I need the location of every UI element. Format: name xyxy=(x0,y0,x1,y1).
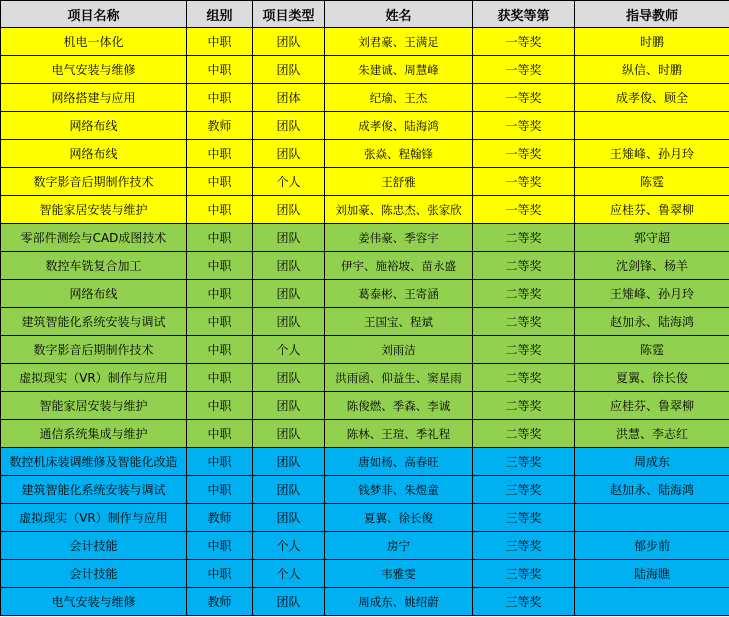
project-type-cell: 团队 xyxy=(253,476,325,504)
project-type-cell: 团队 xyxy=(253,56,325,84)
group-cell: 中职 xyxy=(187,532,253,560)
instructor-cell: 王雉峰、孙月玲 xyxy=(575,280,729,308)
project-type-cell: 团队 xyxy=(253,588,325,616)
instructor-cell: 郁步前 xyxy=(575,532,729,560)
project-type-cell: 团队 xyxy=(253,280,325,308)
group-cell: 中职 xyxy=(187,168,253,196)
names-cell: 张焱、程翰锋 xyxy=(325,140,473,168)
instructor-cell: 纵信、时鹏 xyxy=(575,56,729,84)
names-cell: 洪雨函、仰益生、窦星雨 xyxy=(325,364,473,392)
project-type-cell: 团队 xyxy=(253,420,325,448)
instructor-cell xyxy=(575,112,729,140)
group-cell: 中职 xyxy=(187,420,253,448)
project-type-cell: 团队 xyxy=(253,308,325,336)
project-name-cell: 电气安装与维修 xyxy=(1,588,187,616)
table-row xyxy=(1,448,729,476)
award-level-cell: 三等奖 xyxy=(473,588,575,616)
names-cell: 刘加豪、陈忠杰、张家欣 xyxy=(325,196,473,224)
award-level-cell: 一等奖 xyxy=(473,140,575,168)
instructor-cell: 赵加永、陆海鸿 xyxy=(575,476,729,504)
header-project-name: 项目名称 xyxy=(1,1,187,28)
award-level-cell: 二等奖 xyxy=(473,280,575,308)
instructor-cell: 夏翼、徐长俊 xyxy=(575,364,729,392)
table-row xyxy=(1,308,729,336)
table-body xyxy=(1,28,729,616)
instructor-cell xyxy=(575,504,729,532)
names-cell: 刘君豪、王满足 xyxy=(325,28,473,56)
names-cell: 韦雅雯 xyxy=(325,560,473,588)
instructor-cell: 陆海瞧 xyxy=(575,560,729,588)
project-type-cell: 团队 xyxy=(253,392,325,420)
table-row xyxy=(1,364,729,392)
project-type-cell: 团队 xyxy=(253,224,325,252)
table-row xyxy=(1,280,729,308)
table-row xyxy=(1,420,729,448)
group-cell: 教师 xyxy=(187,588,253,616)
project-name-cell: 建筑智能化系统安装与调试 xyxy=(1,308,187,336)
award-level-cell: 一等奖 xyxy=(473,168,575,196)
group-cell: 中职 xyxy=(187,56,253,84)
project-type-cell: 个人 xyxy=(253,336,325,364)
project-name-cell: 电气安装与维修 xyxy=(1,56,187,84)
project-name-cell: 数控车铣复合加工 xyxy=(1,252,187,280)
project-name-cell: 网络布线 xyxy=(1,280,187,308)
award-level-cell: 三等奖 xyxy=(473,504,575,532)
award-level-cell: 三等奖 xyxy=(473,560,575,588)
group-cell: 中职 xyxy=(187,84,253,112)
instructor-cell: 周成东 xyxy=(575,448,729,476)
names-cell: 纪瑜、王杰 xyxy=(325,84,473,112)
award-level-cell: 二等奖 xyxy=(473,252,575,280)
project-type-cell: 个人 xyxy=(253,532,325,560)
project-name-cell: 机电一体化 xyxy=(1,28,187,56)
names-cell: 周成东、姚绍蔚 xyxy=(325,588,473,616)
project-name-cell: 建筑智能化系统安装与调试 xyxy=(1,476,187,504)
instructor-cell: 成孝俊、顾全 xyxy=(575,84,729,112)
project-type-cell: 团体 xyxy=(253,84,325,112)
names-cell: 房宁 xyxy=(325,532,473,560)
award-level-cell: 二等奖 xyxy=(473,392,575,420)
table-row xyxy=(1,168,729,196)
group-cell: 中职 xyxy=(187,196,253,224)
names-cell: 成孝俊、陆海鸿 xyxy=(325,112,473,140)
project-name-cell: 数字影音后期制作技术 xyxy=(1,168,187,196)
names-cell: 夏翼、徐长俊 xyxy=(325,504,473,532)
group-cell: 中职 xyxy=(187,280,253,308)
project-name-cell: 虚拟现实（VR）制作与应用 xyxy=(1,504,187,532)
project-type-cell: 个人 xyxy=(253,560,325,588)
project-type-cell: 个人 xyxy=(253,168,325,196)
award-level-cell: 三等奖 xyxy=(473,448,575,476)
names-cell: 唐如杨、高春旺 xyxy=(325,448,473,476)
award-level-cell: 二等奖 xyxy=(473,364,575,392)
project-type-cell: 团队 xyxy=(253,196,325,224)
project-name-cell: 网络布线 xyxy=(1,140,187,168)
instructor-cell: 陈霆 xyxy=(575,168,729,196)
group-cell: 中职 xyxy=(187,140,253,168)
project-name-cell: 网络搭建与应用 xyxy=(1,84,187,112)
project-name-cell: 数控机床装调维修及智能化改造 xyxy=(1,448,187,476)
table-row xyxy=(1,504,729,532)
names-cell: 钱梦非、朱煜童 xyxy=(325,476,473,504)
instructor-cell: 沈剑锋、杨羊 xyxy=(575,252,729,280)
instructor-cell: 时鹏 xyxy=(575,28,729,56)
project-name-cell: 虚拟现实（VR）制作与应用 xyxy=(1,364,187,392)
names-cell: 朱建诚、周慧峰 xyxy=(325,56,473,84)
project-name-cell: 数字影音后期制作技术 xyxy=(1,336,187,364)
table-row xyxy=(1,532,729,560)
table-row xyxy=(1,392,729,420)
table-row xyxy=(1,196,729,224)
award-level-cell: 一等奖 xyxy=(473,28,575,56)
header-instructor: 指导教师 xyxy=(575,1,729,28)
award-level-cell: 三等奖 xyxy=(473,532,575,560)
group-cell: 教师 xyxy=(187,112,253,140)
table-row xyxy=(1,336,729,364)
project-type-cell: 团队 xyxy=(253,112,325,140)
table-row xyxy=(1,224,729,252)
project-name-cell: 智能家居安装与维护 xyxy=(1,392,187,420)
table-row xyxy=(1,112,729,140)
table-row xyxy=(1,140,729,168)
project-name-cell: 网络布线 xyxy=(1,112,187,140)
instructor-cell: 王雉峰、孙月玲 xyxy=(575,140,729,168)
table-row xyxy=(1,28,729,56)
table-row xyxy=(1,252,729,280)
project-name-cell: 会计技能 xyxy=(1,532,187,560)
names-cell: 王国宝、程斌 xyxy=(325,308,473,336)
table-row xyxy=(1,476,729,504)
award-level-cell: 一等奖 xyxy=(473,196,575,224)
group-cell: 教师 xyxy=(187,504,253,532)
group-cell: 中职 xyxy=(187,364,253,392)
header-award-level: 获奖等第 xyxy=(473,1,575,28)
header-group: 组别 xyxy=(187,1,253,28)
header-project-type: 项目类型 xyxy=(253,1,325,28)
group-cell: 中职 xyxy=(187,336,253,364)
group-cell: 中职 xyxy=(187,224,253,252)
award-level-cell: 二等奖 xyxy=(473,308,575,336)
instructor-cell: 赵加永、陆海鸿 xyxy=(575,308,729,336)
instructor-cell xyxy=(575,588,729,616)
names-cell: 伊宇、施裕坡、苗永盛 xyxy=(325,252,473,280)
instructor-cell: 洪慧、李志红 xyxy=(575,420,729,448)
project-type-cell: 团队 xyxy=(253,252,325,280)
award-level-cell: 二等奖 xyxy=(473,336,575,364)
group-cell: 中职 xyxy=(187,448,253,476)
names-cell: 刘雨洁 xyxy=(325,336,473,364)
award-level-cell: 一等奖 xyxy=(473,84,575,112)
group-cell: 中职 xyxy=(187,252,253,280)
project-name-cell: 零部件测绘与CAD成图技术 xyxy=(1,224,187,252)
names-cell: 陈俊燃、季森、李诚 xyxy=(325,392,473,420)
award-level-cell: 二等奖 xyxy=(473,224,575,252)
names-cell: 王舒雅 xyxy=(325,168,473,196)
project-name-cell: 会计技能 xyxy=(1,560,187,588)
names-cell: 姜伟豪、季容宇 xyxy=(325,224,473,252)
project-type-cell: 团队 xyxy=(253,504,325,532)
instructor-cell: 应桂芬、鲁翠柳 xyxy=(575,392,729,420)
table-row xyxy=(1,56,729,84)
award-level-cell: 一等奖 xyxy=(473,112,575,140)
group-cell: 中职 xyxy=(187,392,253,420)
group-cell: 中职 xyxy=(187,476,253,504)
award-level-cell: 一等奖 xyxy=(473,56,575,84)
group-cell: 中职 xyxy=(187,560,253,588)
table-row xyxy=(1,84,729,112)
project-type-cell: 团队 xyxy=(253,364,325,392)
table-row xyxy=(1,588,729,616)
header-row xyxy=(1,1,729,28)
project-name-cell: 通信系统集成与维护 xyxy=(1,420,187,448)
award-level-cell: 二等奖 xyxy=(473,420,575,448)
instructor-cell: 应桂芬、鲁翠柳 xyxy=(575,196,729,224)
table-row xyxy=(1,560,729,588)
project-type-cell: 团队 xyxy=(253,28,325,56)
group-cell: 中职 xyxy=(187,308,253,336)
instructor-cell: 陈霆 xyxy=(575,336,729,364)
project-name-cell: 智能家居安装与维护 xyxy=(1,196,187,224)
names-cell: 葛泰彬、王寄涵 xyxy=(325,280,473,308)
header-names: 姓名 xyxy=(325,1,473,28)
instructor-cell: 郭守超 xyxy=(575,224,729,252)
project-type-cell: 团队 xyxy=(253,140,325,168)
project-type-cell: 团队 xyxy=(253,448,325,476)
group-cell: 中职 xyxy=(187,28,253,56)
names-cell: 陈林、王瑄、季礼程 xyxy=(325,420,473,448)
award-level-cell: 三等奖 xyxy=(473,476,575,504)
